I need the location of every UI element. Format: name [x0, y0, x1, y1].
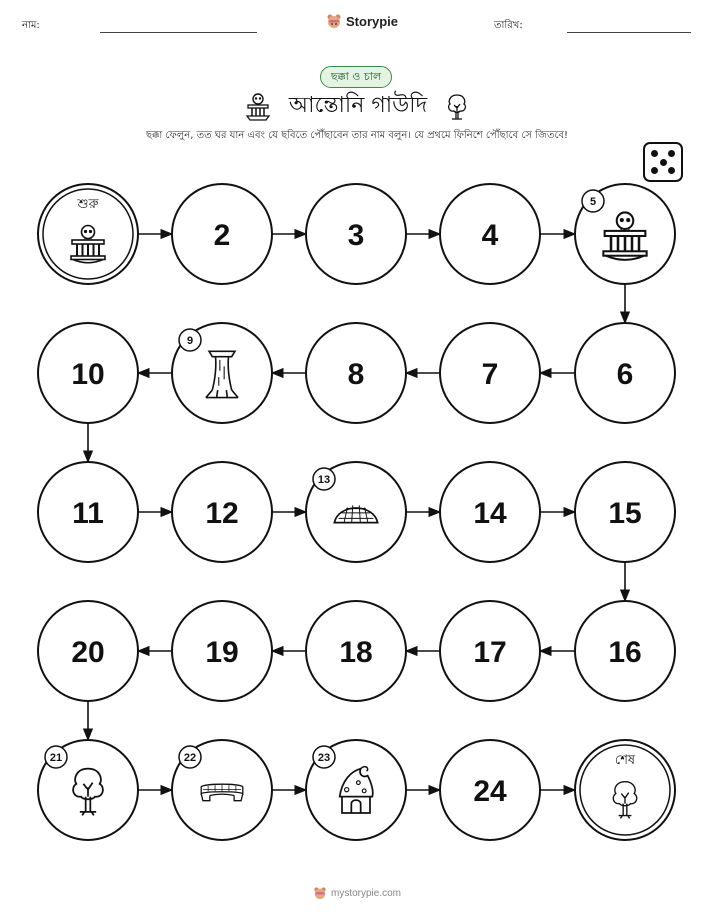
space-number: 10 [71, 358, 105, 391]
board-space-23[interactable] [306, 740, 406, 840]
board-space-21[interactable] [38, 740, 138, 840]
finish-label: শেষ [614, 753, 636, 768]
board-space-8[interactable] [306, 323, 406, 423]
space-number: 18 [339, 636, 373, 669]
start-label: শুরু [77, 197, 99, 212]
board-space-12[interactable] [172, 462, 272, 562]
game-badge: ছক্কা ও চাল [320, 66, 392, 88]
space-number: 11 [72, 497, 104, 530]
date-label: তারিখ: [494, 20, 523, 31]
board-space-19[interactable] [172, 601, 272, 701]
board-space-20[interactable] [38, 601, 138, 701]
space-number: 7 [481, 358, 499, 391]
number-badge-label: 22 [183, 752, 197, 764]
footer-url[interactable]: mystorypie.com [330, 887, 401, 899]
footer [0, 886, 714, 900]
space-number: 17 [473, 636, 507, 669]
space-number: 3 [347, 219, 365, 252]
number-badge-label: 13 [317, 474, 331, 486]
board-space-7[interactable] [440, 323, 540, 423]
number-badge-label: 5 [589, 196, 597, 208]
space-number: 19 [205, 636, 239, 669]
space-number: 6 [616, 358, 634, 391]
space-number: 20 [71, 636, 105, 669]
number-badge-label: 23 [317, 752, 331, 764]
board-space-17[interactable] [440, 601, 540, 701]
board-space-5[interactable] [575, 184, 675, 284]
board-space-10[interactable] [38, 323, 138, 423]
space-number: 4 [481, 219, 499, 252]
board-space-25[interactable] [575, 740, 675, 840]
board-space-3[interactable] [306, 184, 406, 284]
board-space-4[interactable] [440, 184, 540, 284]
space-number: 24 [473, 775, 507, 808]
board-space-15[interactable] [575, 462, 675, 562]
board-space-11[interactable] [38, 462, 138, 562]
board-space-9[interactable] [172, 323, 272, 423]
board-space-14[interactable] [440, 462, 540, 562]
space-number: 14 [473, 497, 507, 530]
name-label: নাম: [22, 20, 40, 31]
board-space-13[interactable] [306, 462, 406, 562]
page-title: আন্তোনি গাউদি [288, 93, 428, 118]
board-space-6[interactable] [575, 323, 675, 423]
space-number: 2 [213, 219, 231, 252]
board-space-22[interactable] [172, 740, 272, 840]
number-badge-label: 9 [186, 335, 194, 347]
board-space-1[interactable] [38, 184, 138, 284]
board-space-2[interactable] [172, 184, 272, 284]
space-number: 12 [205, 497, 239, 530]
number-badge-label: 21 [49, 752, 63, 764]
space-number: 8 [347, 358, 365, 391]
bear-icon [313, 886, 327, 900]
board-space-24[interactable] [440, 740, 540, 840]
board-space-16[interactable] [575, 601, 675, 701]
space-number: 16 [608, 636, 642, 669]
board-cells [38, 184, 675, 840]
space-number: 15 [608, 497, 642, 530]
brand-name: Storypie [346, 13, 399, 29]
instructions: ছক্কা ফেলুন, তত ঘর যান এবং যে ছবিতে পৌঁছাবেন তার নাম বলুন। যে প্রথমে ফিনিশে পৌঁছাবে সে জিতবে! [145, 130, 569, 141]
board-space-18[interactable] [306, 601, 406, 701]
